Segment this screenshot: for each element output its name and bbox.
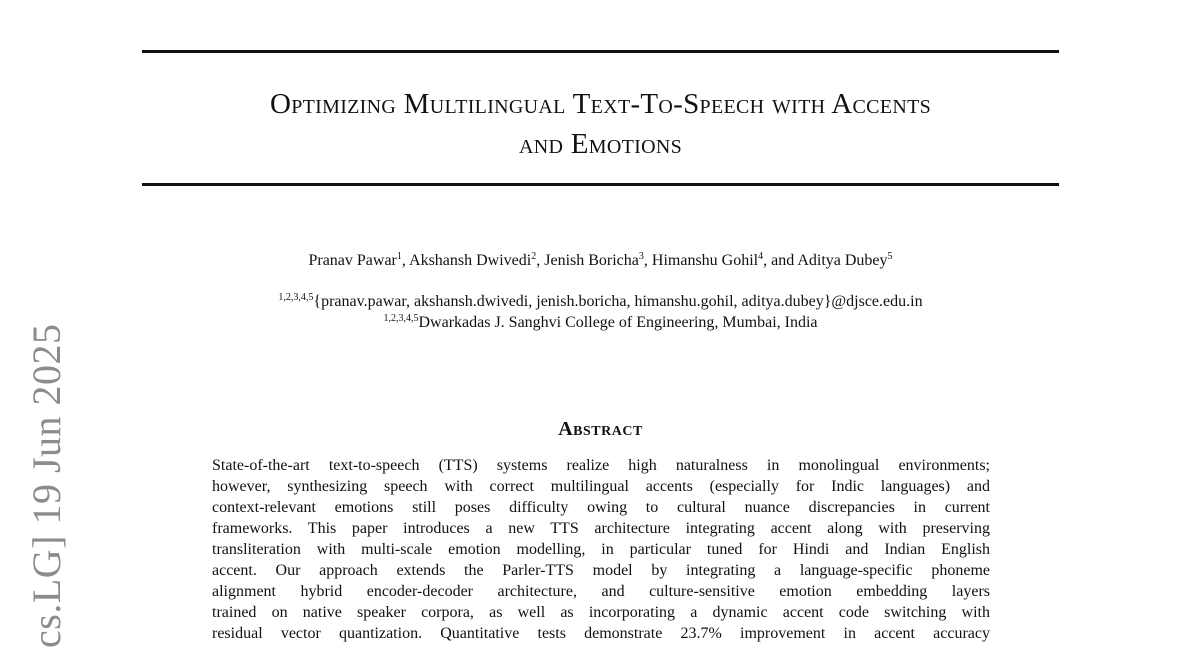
- email-marks: 1,2,3,4,5: [278, 292, 314, 303]
- institution-marks: 1,2,3,4,5: [383, 313, 419, 324]
- author-1: Pranav Pawar$^1$: [308, 251, 402, 269]
- title-line-2: and Emotions: [518, 128, 682, 160]
- institution-name: Dwarkadas J. Sanghvi College of Engineering, Mumbai, India: [418, 314, 818, 331]
- author-emails: [142, 291, 1059, 312]
- abstract-line: alignment hybrid encoder-decoder architecture, and culture-sensitive emotion embedding layers: [212, 583, 990, 600]
- title-top-rule: [142, 50, 1059, 53]
- abstract-heading: Abstract: [558, 418, 643, 440]
- email-list: {pranav.pawar, akshansh.dwivedi, jenish.boricha, himanshu.gohil, aditya.dubey}@djsce.edu.in: [313, 293, 923, 310]
- abstract-line: transliteration with multi-scale emotion modelling, in particular tuned for Hindi and Indian English: [212, 541, 990, 558]
- abstract-line: trained on native speaker corpora, as well as incorporating a dynamic accent code switching with: [212, 604, 990, 621]
- author-2: Akshansh Dwivedi$^2$: [409, 251, 537, 269]
- abstract-body: [212, 455, 990, 644]
- author-4: Himanshu Gohil$^4$: [651, 251, 764, 269]
- author-affiliation: [142, 312, 1059, 333]
- abstract-line: context-relevant emotions still poses difficulty owing to cultural nuance discrepancies in current: [212, 499, 990, 516]
- author-separator: ,: [401, 252, 410, 269]
- author-list: [142, 250, 1059, 272]
- author-separator: ,: [643, 252, 652, 269]
- paper-title: [142, 84, 1059, 164]
- abstract-line: frameworks. This paper introduces a new TTS architecture integrating accent along with preserving: [212, 520, 990, 537]
- abstract-line: State-of-the-art text-to-speech (TTS) systems realize high naturalness in monolingual environments;: [212, 457, 990, 474]
- title-line-1: Optimizing Multilingual Text-To-Speech with Accents: [269, 88, 932, 120]
- abstract-line: accent. Our approach extends the Parler-TTS model by integrating a language-specific phoneme: [212, 562, 990, 579]
- abstract-line: however, synthesizing speech with correct multilingual accents (especially for Indic languages) and: [212, 478, 990, 495]
- author-5: Aditya Dubey$^5$: [797, 251, 893, 269]
- abstract-line: residual vector quantization. Quantitative tests demonstrate 23.7% improvement in accent accuracy: [212, 625, 990, 642]
- author-3: Jenish Boricha$^3$: [544, 251, 644, 269]
- author-separator: ,: [536, 252, 545, 269]
- author-separator: , and: [763, 252, 798, 269]
- arxiv-side-stamp: cs.LG] 19 Jun 2025: [24, 323, 69, 648]
- title-bottom-rule: [142, 183, 1059, 186]
